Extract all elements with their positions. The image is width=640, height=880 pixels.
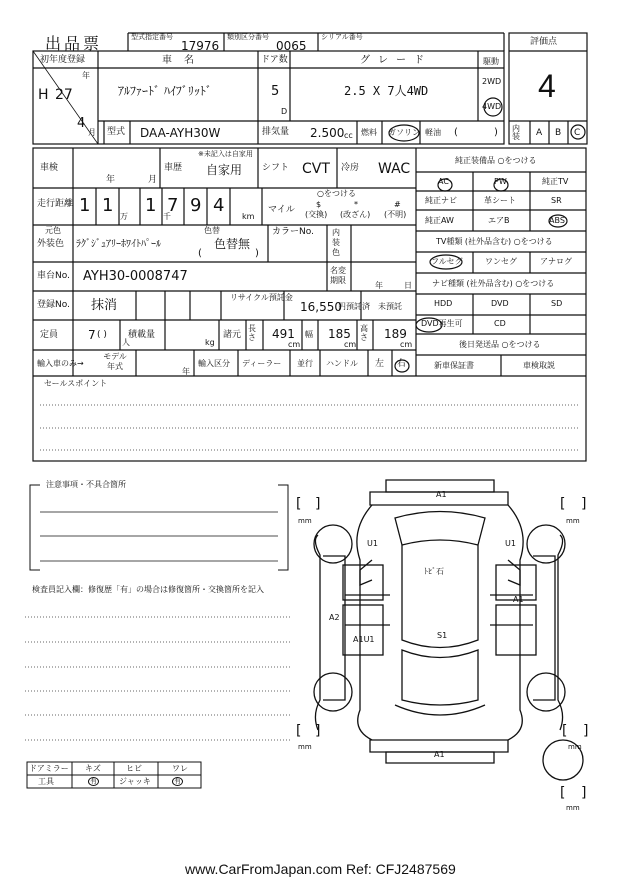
- chassis-value: AYH30-0008747: [83, 269, 188, 284]
- usage-note: ※未記入は自家用: [198, 150, 253, 158]
- legend-scratch: キズ: [85, 764, 101, 773]
- equip-ac[interactable]: AC: [438, 177, 449, 186]
- capacity-value: 7: [88, 328, 96, 342]
- name-change-year: 年: [375, 281, 383, 290]
- handle-right[interactable]: 右: [397, 359, 407, 369]
- width-value: 185: [328, 327, 351, 341]
- nav-sd[interactable]: SD: [551, 299, 563, 308]
- mileage-digit-2: 1: [102, 195, 114, 216]
- footer-ref: www.CarFromJapan.com Ref: CFJ2487569: [185, 861, 456, 877]
- grade-eval-label: 評価点: [530, 37, 558, 47]
- tire-bracket-rr-open: [: [562, 723, 568, 739]
- equip-leather[interactable]: 革シート: [484, 196, 516, 205]
- import-label: 輸入車のみ→: [37, 359, 84, 368]
- width-label: 幅: [305, 330, 313, 339]
- class-no-label: 類別区分番号: [227, 33, 269, 41]
- drive-2wd[interactable]: 2WD: [482, 77, 502, 86]
- mark-windshield: ﾄﾋﾞ石: [424, 567, 444, 576]
- tire-bracket-spare-close: ]: [581, 785, 587, 801]
- interior-b[interactable]: B: [555, 128, 562, 138]
- mileage-unit-man: 万: [120, 212, 128, 221]
- fuel-paren-close: ): [494, 127, 498, 138]
- capacity-unit: 人: [122, 338, 130, 347]
- grade-label: グレード: [360, 55, 432, 66]
- recycle-value: 16,550: [300, 300, 342, 314]
- cooling-label: 冷房: [341, 163, 360, 173]
- color-paren-open: (: [198, 248, 202, 259]
- handle-label: ハンドル: [326, 359, 358, 368]
- mark-left-side: A2: [329, 613, 340, 622]
- type-no-label: 型式指定番号: [131, 33, 173, 41]
- mark-left-rear-door: A1U1: [353, 635, 375, 644]
- legend-mirror: ドアミラー: [29, 764, 69, 773]
- car-name-label: 車名: [162, 55, 206, 66]
- serial-label: シリアル番号: [321, 33, 363, 41]
- height-unit: cm: [400, 340, 413, 349]
- length-value: 491: [272, 327, 295, 341]
- displacement-value: 2.500: [310, 126, 345, 140]
- color-orig-label: 元色: [45, 226, 61, 235]
- name-change-day: 日: [404, 281, 412, 290]
- mark-rear-bumper: A1: [434, 750, 445, 759]
- tv-analog[interactable]: アナログ: [540, 257, 572, 266]
- tire-bracket-fr-close: ]: [581, 496, 587, 512]
- tire-mm-rl: mm: [298, 743, 312, 751]
- height-label: 高さ: [360, 324, 368, 342]
- mark-front-right: U1: [505, 539, 516, 548]
- recycle-unpaid[interactable]: 未預託: [378, 302, 402, 311]
- circle-note: ○をつける: [317, 189, 356, 198]
- parallel-label[interactable]: 並行: [297, 359, 313, 368]
- year-unit: 年: [82, 71, 90, 80]
- width-unit: cm: [344, 340, 357, 349]
- later-manual[interactable]: 車検取説: [523, 361, 555, 370]
- form-title: 出品票: [45, 34, 103, 53]
- tv-fullseg[interactable]: フルセグ: [431, 257, 463, 266]
- month-value: 4: [77, 116, 86, 131]
- tire-bracket-spare-open: [: [560, 785, 566, 801]
- mileage-digit-6: 9: [190, 195, 202, 216]
- inspection-month-unit: 月: [148, 175, 158, 185]
- type-no-value: 17976: [181, 39, 220, 53]
- nav-dvd[interactable]: DVD: [491, 299, 509, 308]
- mileage-digit-3: 1: [145, 195, 157, 216]
- load-label: 積載量: [128, 330, 156, 340]
- equip-pw[interactable]: PW: [494, 177, 507, 186]
- legend-jack: ジャッキ: [119, 777, 151, 786]
- capacity-paren: ( ): [97, 330, 107, 340]
- legend-break: ワレ: [172, 764, 188, 773]
- month-unit: 月: [88, 128, 96, 137]
- name-change-label: 名変期限: [330, 266, 346, 285]
- inspector-label: 検査員記入欄：修復歴「有」の場合は修復箇所・交換箇所を記入: [32, 585, 264, 594]
- length-unit: cm: [288, 340, 301, 349]
- displacement-unit: cc: [344, 131, 353, 140]
- chassis-label: 車台No.: [37, 271, 70, 281]
- usage-value: 自家用: [206, 163, 243, 177]
- tire-bracket-fr-open: [: [560, 496, 566, 512]
- exchange-mark: $: [316, 200, 322, 209]
- tire-bracket-rl-open: [: [296, 723, 302, 739]
- later-warranty[interactable]: 新車保証書: [434, 361, 474, 370]
- sales-point-label: セールスポイント: [44, 379, 108, 388]
- nav-dvd-play[interactable]: DVD再生可: [421, 319, 463, 328]
- modified-mark: *: [354, 200, 358, 209]
- recycle-label-1: リサイクル預託金: [230, 293, 293, 302]
- mark-right-door: A1: [513, 595, 524, 604]
- equip-navi[interactable]: 純正ナビ: [425, 196, 457, 205]
- cooling-value: WAC: [378, 161, 411, 177]
- recycle-unit: 円預託済: [338, 302, 370, 311]
- drive-label: 駆動: [483, 57, 499, 66]
- mileage-unit-sen: 千: [163, 212, 171, 221]
- color-change-value: 色替無: [214, 237, 251, 251]
- legend-jack-yes[interactable]: 有: [174, 777, 181, 785]
- nav-title: ナビ種類 (社外品含む) ○をつける: [432, 279, 555, 288]
- fuel-label: 燃料: [361, 128, 377, 137]
- color-change-label: 色替: [204, 226, 220, 235]
- doors-value: 5: [271, 84, 280, 99]
- inspection-label: 車検: [40, 163, 59, 173]
- shift-label: シフト: [262, 163, 290, 173]
- exchange-label[interactable]: (交換): [305, 210, 328, 219]
- mileage-unit-km: km: [242, 212, 255, 221]
- mileage-digit-1: 1: [79, 195, 91, 216]
- mark-roof: S1: [437, 631, 448, 640]
- class-no-value: 0065: [276, 39, 307, 53]
- shift-value: CVT: [302, 161, 330, 177]
- tire-mm-fl: mm: [298, 517, 312, 525]
- color-label: 外装色: [37, 239, 65, 249]
- tire-mm-fr: mm: [566, 517, 580, 525]
- mark-front-left: U1: [367, 539, 378, 548]
- tire-bracket-fl-close: ]: [315, 496, 321, 512]
- tire-bracket-rl-close: ]: [315, 723, 321, 739]
- door-suffix: D: [281, 107, 288, 116]
- fuel-value[interactable]: ガソリン: [388, 128, 420, 137]
- equipment-title: 純正装備品 ○をつける: [455, 156, 537, 165]
- mileage-digit-5: 7: [167, 195, 179, 216]
- handle-left[interactable]: 左: [375, 359, 385, 369]
- fuel-paren-open: (: [454, 127, 458, 138]
- car-name-value: ｱﾙﾌｧｰﾄﾞ ﾊｲﾌﾞﾘｯﾄﾞ: [118, 84, 212, 98]
- modified-label[interactable]: (改ざん): [340, 210, 371, 219]
- capacity-label: 定員: [40, 330, 59, 340]
- equip-aw[interactable]: 純正AW: [425, 216, 454, 225]
- later-title: 後日発送品 ○をつける: [459, 340, 541, 349]
- nav-cd[interactable]: CD: [494, 319, 506, 328]
- notes-label: 注意事項・不具合箇所: [46, 480, 126, 489]
- dims-label: 諸元: [223, 330, 242, 340]
- mileage-label: 走行距離: [37, 199, 74, 209]
- car-diagram: [314, 480, 583, 780]
- equip-sr[interactable]: SR: [551, 196, 562, 205]
- unknown-mark: #: [394, 200, 401, 209]
- interior-a[interactable]: A: [536, 128, 543, 138]
- registration-label: 登録No.: [37, 300, 70, 310]
- era-value: H: [38, 87, 49, 103]
- registration-value: 抹消: [91, 298, 118, 313]
- light-oil-label[interactable]: 軽油: [425, 128, 441, 137]
- grade-eval-value: 4: [538, 68, 556, 104]
- legend-tools: 工具: [38, 777, 54, 786]
- model-year-label: モデル年式: [103, 352, 127, 371]
- grade-value: 2.5 X 7人4WD: [344, 84, 429, 98]
- load-unit: kg: [205, 338, 215, 347]
- usage-label: 車歴: [164, 163, 183, 173]
- color-name: ﾗｸﾞｼﾞｭｱﾘｰﾎﾜｲﾄﾊﾟｰﾙ: [76, 239, 161, 250]
- interior-c[interactable]: C: [574, 128, 581, 138]
- equip-abs[interactable]: ABS: [549, 216, 565, 225]
- color-paren-close: ): [255, 248, 259, 259]
- mark-front-bumper: A1: [436, 490, 447, 499]
- tire-bracket-rr-close: ]: [583, 723, 589, 739]
- inspection-year-unit: 年: [106, 175, 116, 185]
- dealer-label[interactable]: ディーラー: [242, 359, 282, 368]
- height-value: 189: [384, 327, 407, 341]
- unknown-label[interactable]: (不明): [384, 210, 407, 219]
- tire-mm-rr: mm: [568, 743, 582, 751]
- tire-mm-spare: mm: [566, 804, 580, 812]
- year-value: 27: [55, 87, 73, 103]
- color-no-label: カラーNo.: [272, 227, 314, 237]
- interior-label: 内装: [512, 124, 520, 141]
- first-reg-label: 初年度登録: [40, 55, 86, 65]
- drive-4wd[interactable]: 4WD: [482, 102, 502, 111]
- tire-bracket-fl-open: [: [296, 496, 302, 512]
- doors-label: ドア数: [261, 55, 288, 65]
- legend-tools-yes[interactable]: 有: [90, 777, 97, 785]
- interior-color-label: 内装色: [332, 228, 340, 257]
- length-label: 長さ: [248, 324, 256, 342]
- equip-airbag[interactable]: エアB: [488, 216, 510, 225]
- model-value: DAA-AYH30W: [140, 126, 221, 140]
- tv-oneseg[interactable]: ワンセグ: [485, 257, 517, 266]
- mile-label[interactable]: マイル: [268, 205, 295, 215]
- import-type-label: 輸入区分: [198, 359, 230, 368]
- legend-crack: ヒビ: [126, 764, 142, 773]
- mileage-digit-7: 4: [213, 195, 225, 216]
- model-label: 型式: [107, 127, 126, 137]
- model-year-unit: 年: [182, 367, 190, 376]
- equip-tv[interactable]: 純正TV: [542, 177, 569, 186]
- nav-hdd[interactable]: HDD: [434, 299, 453, 308]
- displacement-label: 排気量: [262, 127, 290, 137]
- tv-title: TV種類 (社外品含む) ○をつける: [436, 237, 553, 246]
